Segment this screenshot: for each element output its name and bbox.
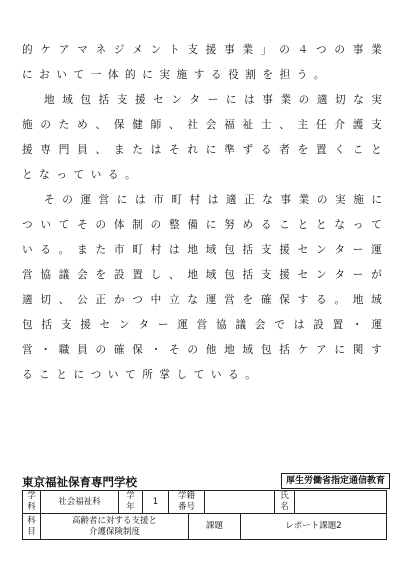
paragraph-line: つ い て そ の 体 制 の 整 備 に 努 め る こ と と な っ て [22, 219, 382, 231]
paragraph-line: 包 括 支 援 セ ン タ ー 運 営 協 議 会 で は 設 置 ・ 運 [22, 319, 382, 331]
name-label: 氏 名 [275, 491, 295, 514]
paragraph-line: る こ と に つ い て 所 掌 し て い る 。 [22, 369, 263, 381]
year-value: 1 [143, 491, 169, 514]
paragraph-line: 営 協 議 会 を 設 置 し 、 地 域 包 括 支 援 セ ン タ ー が [22, 269, 382, 281]
approval-stamp: 厚生労働省指定通信教育 [281, 473, 390, 489]
report-header-form [22, 490, 387, 540]
name-field[interactable] [295, 491, 387, 514]
student-number-label: 学籍 番号 [169, 491, 205, 514]
paragraph-line: い る 。 ま た 市 町 村 は 地 域 包 括 支 援 セ ン タ ー 運 [22, 244, 382, 256]
paragraph-line: 援 専 門 員 、 ま た は そ れ に 準 ず る 者 を 置 く こ と [22, 144, 382, 156]
subject-label: 科 目 [23, 514, 41, 540]
subject-value: 高齢者に対する支援と 介護保険制度 [41, 514, 189, 540]
paragraph-line: 施 の た め 、 保 健 師 、 社 会 福 祉 士 、 主 任 介 護 支 [22, 119, 382, 131]
paragraph-line: 的 ケ ア マ ネ ジ メ ン ト 支 援 事 業 」 の ４ つ の 事 業 [22, 44, 382, 56]
school-name: 東京福祉保育専門学校 [22, 475, 137, 489]
report-body [22, 38, 382, 388]
paragraph-line: 地 域 包 括 支 援 セ ン タ ー に は 事 業 の 適 切 な 実 [44, 94, 382, 106]
assignment-label: 課題 [189, 514, 241, 540]
paragraph-line: そ の 運 営 に は 市 町 村 は 適 正 な 事 業 の 実 施 に [44, 194, 382, 206]
department-value: 社会福祉科 [41, 491, 119, 514]
year-label: 学 年 [119, 491, 143, 514]
paragraph-line: 適 切 、 公 正 か つ 中 立 な 運 営 を 確 保 す る 。 地 域 [22, 294, 382, 306]
paragraph-line: と な っ て い る 。 [22, 169, 143, 181]
paragraph-line: に お い て 一 体 的 に 実 施 す る 役 割 を 担 う 。 [22, 69, 332, 81]
paragraph-line: 営 ・ 職 員 の 確 保 ・ そ の 他 地 域 包 括 ケ ア に 関 す [22, 344, 382, 356]
assignment-value: レポート課題2 [241, 514, 387, 540]
student-number-field[interactable] [205, 491, 275, 514]
department-label: 学 科 [23, 491, 41, 514]
